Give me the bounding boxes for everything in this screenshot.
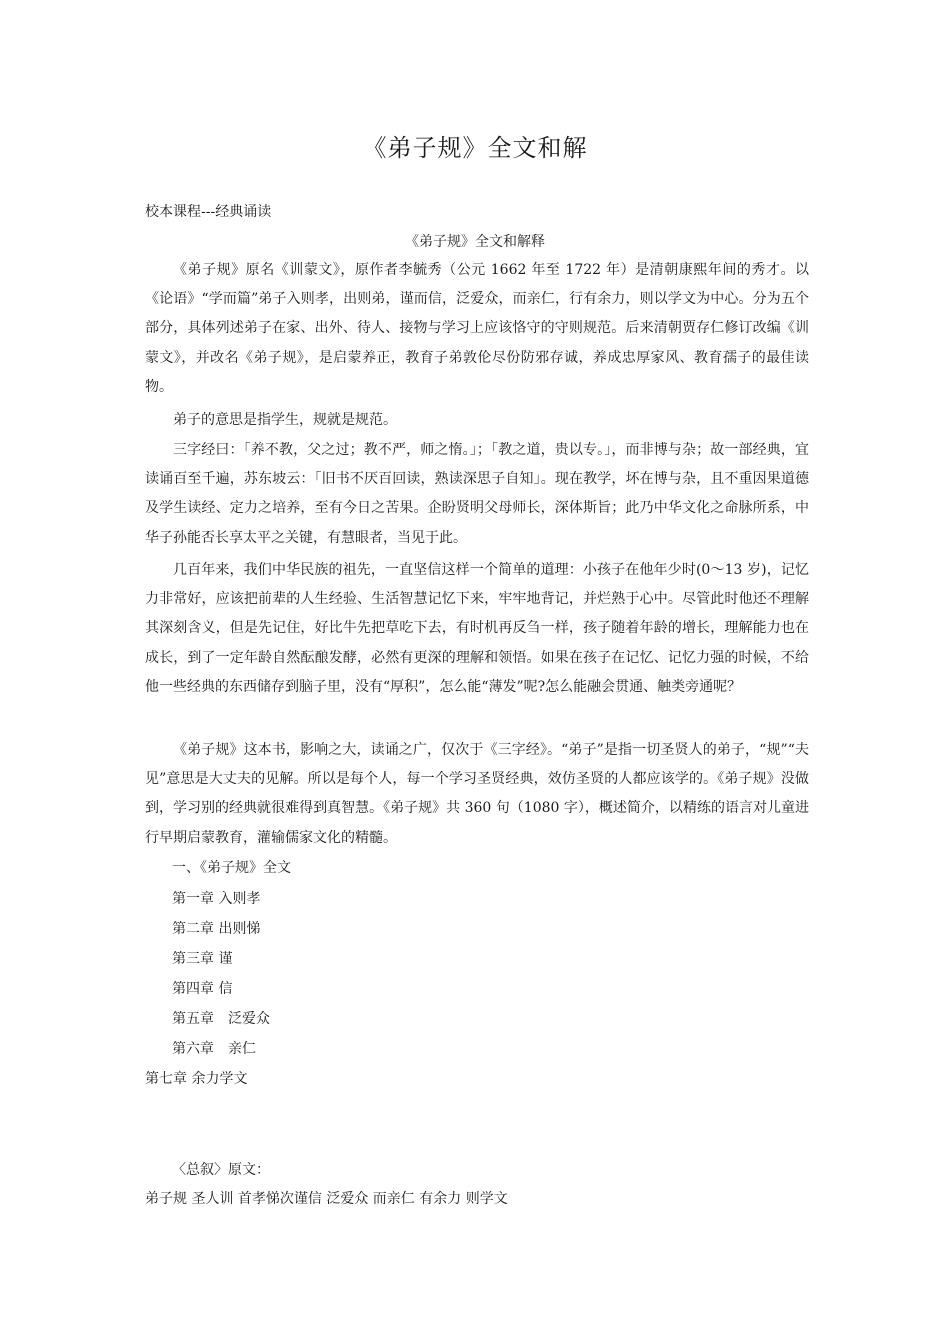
document-subtitle: 《弟子规》全文和解释: [405, 234, 545, 250]
paragraph-memory: 几百年来，我们中华民族的祖先，一直坚信这样一个简单的道理：小孩子在他年少时(0～13 岁)，记忆力非常好，应该把前辈的人生经验、生活智慧记忆下来，牢牢地背记，并烂熟于心中。尽管此时他还不理解其深刻含义，但是先记住，好比牛先把草吃下去，有时机再反刍一样，孩子随着年龄的增长，理解能力也在成长，到了一定年龄自然酝酿发酵，必然有更深的理解和领悟。如果在孩子在记忆、记忆力强的时候，不给他一些经典的东西储存到脑子里，没有“厚积”，怎么能“薄发”呢?怎么能融会贯通、触类旁通呢？: [145, 562, 809, 695]
preface-heading: 〈总叙〉原文：: [172, 1162, 270, 1178]
preface-text: 弟子规 圣人训 首孝悌次谨信 泛爱众 而亲仁 有余力 则学文: [145, 1191, 508, 1207]
paragraph-intro: 《弟子规》原名《训蒙文》，原作者李毓秀（公元 1662 年至 1722 年）是清朝康熙年间的秀才。以《论语》“学而篇”弟子入则孝，出则弟，谨而信，泛爱众，而亲仁，行有余力，则以学文为中心。分为五个部分，具体列述弟子在家、出外、待人、接物与学习上应该恪守的守则规范。后来清朝贾存仁修订改编《训蒙文》，并改名《弟子规》，是启蒙养正，教育子弟敦伦尽份防邪存诚，养成忠厚家风、教育孺子的最佳读物。: [145, 262, 809, 395]
chapter-item: 第六章 亲仁: [172, 1041, 256, 1057]
chapter-item: 第一章 入则孝: [172, 891, 261, 907]
paragraph-sanzijing: 三字经曰：「养不教，父之过；教不严，师之惰。」；「教之道，贵以专。」，而非博与杂；故一部经典，宜读诵百至千遍，苏东坡云：「旧书不厌百回读，熟读深思子自知」。现在教学，坏在博与杂，且不重因果道德及学生读经、定力之培养，至有今日之苦果。企盼贤明父母师长，深体斯旨；此乃中华文化之命脉所系，中华子孙能否长享太平之关键，有慧眼者，当见于此。: [145, 442, 809, 546]
paragraph-meaning: 弟子的意思是指学生，规就是规范。: [173, 412, 397, 428]
chapter-item: 第五章 泛爱众: [172, 1011, 270, 1027]
toc-heading: 一、《弟子规》全文: [172, 860, 291, 876]
paragraph-influence: 《弟子规》这本书，影响之大，读诵之广，仅次于《三字经》。“弟子”是指一切圣贤人的弟子，“规”“夫见”意思是大丈夫的见解。所以是每个人，每一个学习圣贤经典，效仿圣贤的人都应该学的。《弟子规》没做到，学习别的经典就很难得到真智慧。《弟子规》共 360 句（1080 字），概述简介，以精练的语言对儿童进行早期启蒙教育，灌输儒家文化的精髓。: [145, 742, 809, 846]
chapter-item: 第四章 信: [172, 981, 233, 997]
chapter-item: 第七章 余力学文: [145, 1071, 248, 1087]
chapter-item: 第三章 谨: [172, 951, 233, 967]
chapter-item: 第二章 出则悌: [172, 921, 261, 937]
course-label: 校本课程---经典诵读: [145, 204, 272, 220]
document-title: 《弟子规》全文和解: [362, 134, 588, 162]
